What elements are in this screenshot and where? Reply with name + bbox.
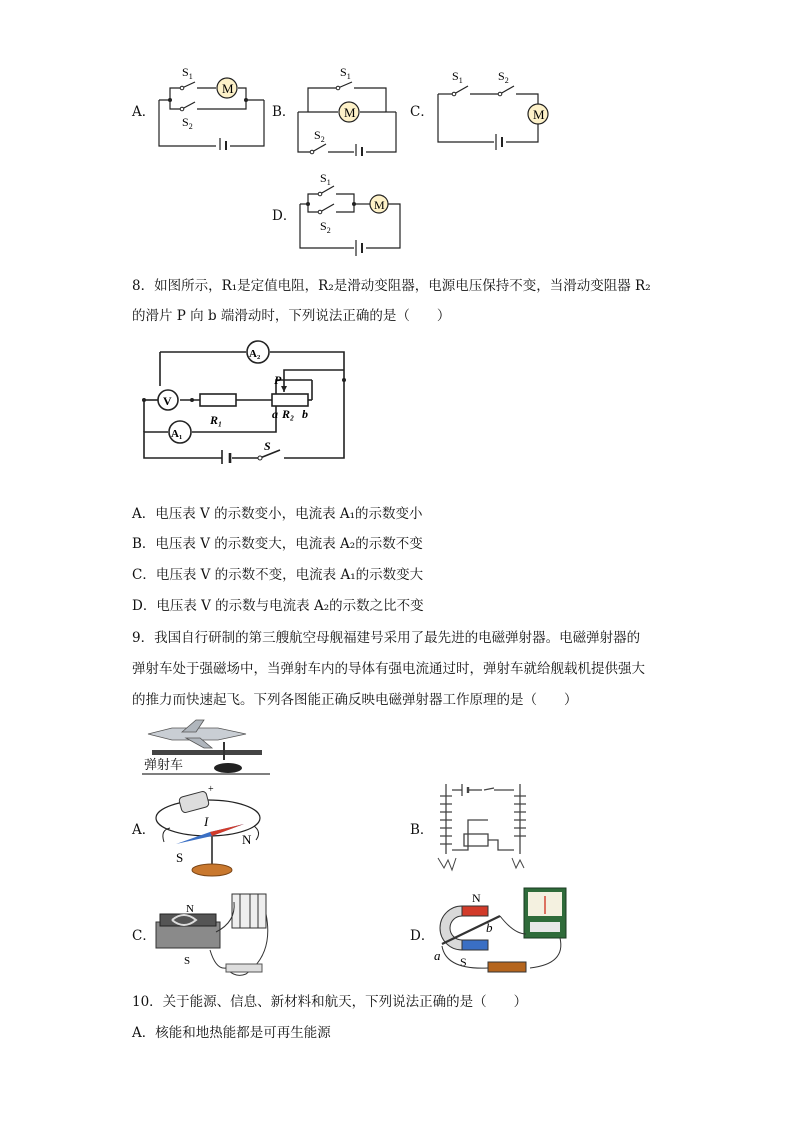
q9-figure-b [428, 780, 540, 882]
q7-circuit-c [430, 64, 555, 150]
battery-icon [232, 894, 266, 928]
svg-text:S2: $S_2$ [320, 219, 331, 235]
svg-text:S2: $S_2$ [498, 69, 509, 85]
svg-text:S1: $S_1$ [452, 69, 463, 85]
r1-label: R₁ [210, 413, 223, 427]
q9-option-a-label: A． [132, 822, 156, 838]
q7-circuit-a [150, 64, 275, 150]
q9-figure-d [428, 884, 574, 980]
q10-stem: 10．关于能源、信息、新材料和航天，下列说法正确的是（ ） [132, 994, 528, 1010]
q8-option-d[interactable]: D．电压表 V 的示数与电流表 A₂的示数之比不变 [132, 598, 424, 614]
battery-icon [178, 791, 209, 814]
catapult-label: 弹射车 [144, 758, 184, 773]
q8-stem-line2: 的滑片 P 向 b 端滑动时，下列说法正确的是（ ） [132, 308, 451, 324]
q7-option-d-label: D． [272, 208, 297, 224]
svg-text:b: b [486, 920, 493, 935]
r2-label: R₂ [282, 407, 295, 421]
q7-option-b-label: B． [272, 104, 296, 120]
current-i-label: I [204, 814, 209, 829]
svg-text:N: N [472, 891, 481, 905]
svg-text:+: + [208, 784, 214, 795]
q9-option-d-label: D． [410, 928, 435, 944]
svg-text:S: S [176, 850, 184, 865]
q9-figure-c [150, 884, 278, 980]
q7-option-a-label: A． [132, 104, 156, 120]
svg-text:S2: $S_2$ [182, 115, 193, 131]
q9-stem-line2: 弹射车处于强磁场中，当弹射车内的导体有强电流通过时，弹射车就给舰载机提供强大 [132, 661, 645, 677]
svg-text:S1: $S_1$ [182, 65, 193, 81]
slider-p-label: P [274, 373, 282, 387]
svg-text:S: S [460, 955, 467, 969]
q9-option-c-label: C． [132, 928, 156, 944]
voltmeter-label: V [163, 394, 172, 408]
q9-stem-line1: 9．我国自行研制的第三艘航空母舰福建号采用了最先进的电磁弹射器。电磁弹射器的 [132, 630, 641, 646]
q9-option-b-label: B． [410, 822, 434, 838]
q9-stem-line3: 的推力而快速起飞。下列各图能正确反映电磁弹射器工作原理的是（ ） [132, 692, 578, 708]
svg-text:S1: $S_1$ [320, 171, 331, 187]
q7-circuit-d [292, 168, 407, 258]
q8-circuit-figure [136, 340, 348, 464]
switch-icon [226, 964, 262, 972]
q10-option-a[interactable]: A．核能和地热能都是可再生能源 [132, 1025, 331, 1041]
q9-figure-a [150, 780, 272, 882]
svg-text:S2: $S_2$ [314, 128, 325, 144]
q8-option-c[interactable]: C．电压表 V 的示数不变，电流表 A₁的示数变大 [132, 567, 424, 583]
motor-label: M [344, 105, 356, 120]
switch-icon [488, 962, 526, 972]
motor-label: M [533, 107, 545, 122]
q7-option-c-label: C． [410, 104, 434, 120]
svg-text:N: N [186, 903, 194, 915]
ammeter-a2-label: A₂ [249, 348, 261, 360]
q7-circuit-b [290, 64, 405, 156]
q8-option-a[interactable]: A．电压表 V 的示数变小，电流表 A₁的示数变小 [132, 506, 423, 522]
svg-text:a: a [434, 948, 441, 963]
q8-option-b[interactable]: B．电压表 V 的示数变大，电流表 A₂的示数不变 [132, 536, 423, 552]
svg-text:N: N [242, 832, 252, 847]
motor-label: M [222, 81, 234, 96]
motor-label: M [374, 198, 385, 212]
ammeter-a1-label: A₁ [171, 428, 183, 440]
end-a-label: a [272, 407, 278, 421]
end-b-label: b [302, 407, 308, 421]
svg-text:S: S [184, 955, 191, 967]
svg-text:S1: $S_1$ [340, 65, 351, 81]
q8-stem-line1: 8．如图所示，R₁是定值电阻，R₂是滑动变阻器，电源电压保持不变，当滑动变阻器 R₂ [132, 278, 651, 294]
switch-s-label: S [264, 439, 271, 453]
